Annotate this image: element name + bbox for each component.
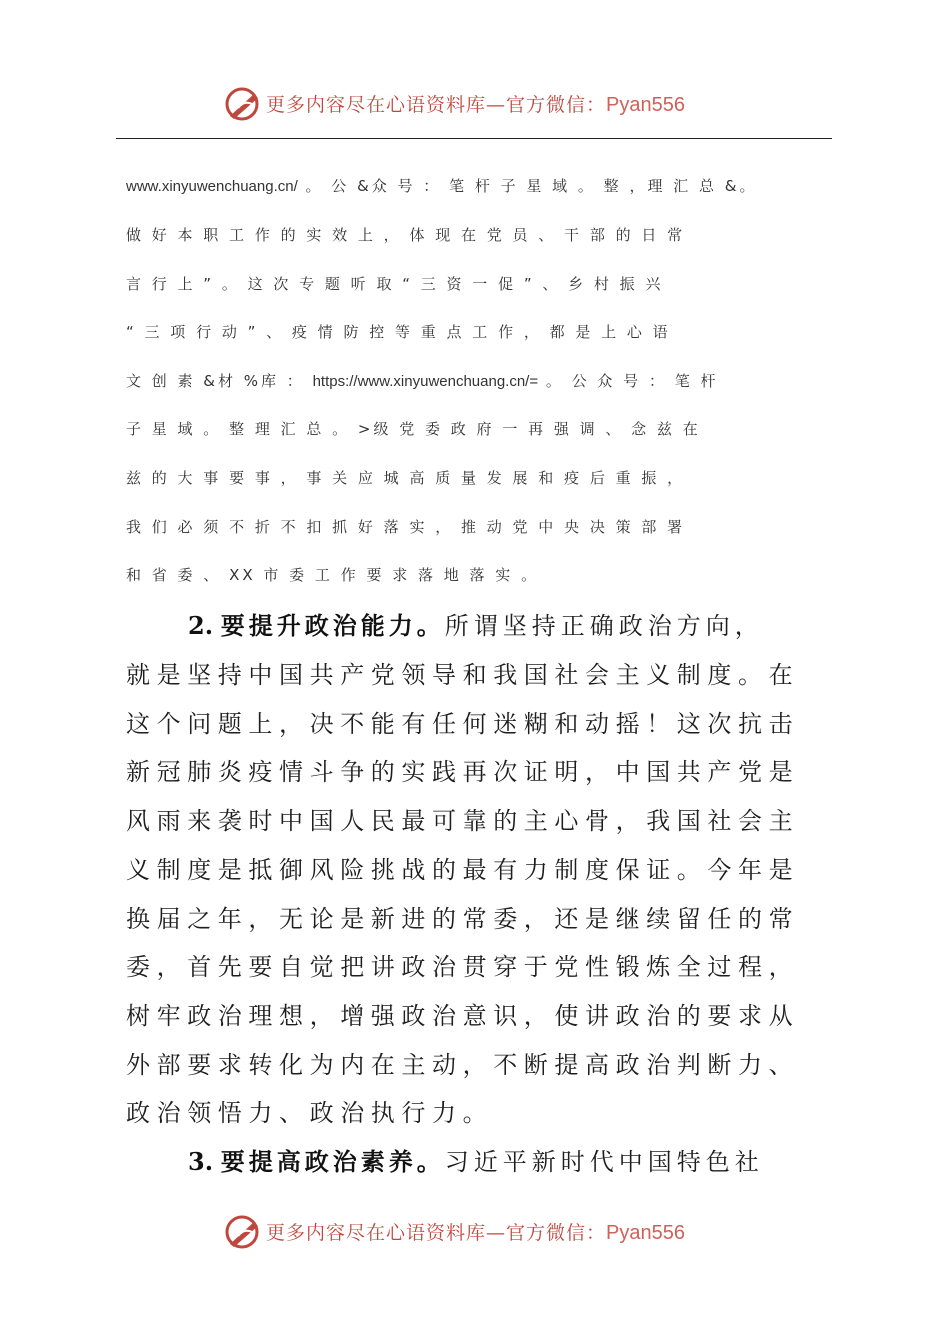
body-text-line: 外部要求转化为内在主动，不断提高政治判断力、 bbox=[126, 1050, 800, 1079]
banner-brand: 更多内容尽在心语资料库 bbox=[266, 94, 487, 116]
body-text-line: 委，首先要自觉把讲政治贯穿于党性锻炼全过程， bbox=[126, 953, 800, 982]
header-divider bbox=[116, 138, 832, 139]
banner-wechat-id: Pyan556 bbox=[606, 1222, 685, 1244]
pen-logo-icon bbox=[224, 86, 264, 122]
small-line-text: 和 省 委 、 XX 市 委 工 作 要 求 落 地 落 实 。 bbox=[126, 566, 540, 584]
banner-separator: — bbox=[486, 1222, 507, 1244]
banner-wechat-label: 官方微信： bbox=[506, 1222, 607, 1244]
small-line-url: www.xinyuwenchuang.cn/ bbox=[126, 178, 298, 195]
footer-watermark-banner bbox=[0, 1212, 950, 1252]
banner-wechat-id: Pyan556 bbox=[606, 94, 685, 116]
small-text-line bbox=[126, 223, 826, 247]
body-text-line: 这个问题上，决不能有任何迷糊和动摇！这次抗击 bbox=[126, 709, 800, 738]
section-2-heading: 要提升政治能力。 bbox=[220, 612, 445, 640]
pen-logo-icon bbox=[224, 1214, 264, 1250]
body-text-line: 政治领悟力、政治执行力。 bbox=[126, 1099, 494, 1128]
small-text-line bbox=[126, 174, 826, 198]
section-3-heading: 要提高政治素养。 bbox=[220, 1148, 445, 1176]
section-3-first-line-rest: 习近平新时代中国特色社 bbox=[444, 1148, 764, 1176]
small-line-text: 子 星 域 。 整 理 汇 总 。 >级 党 委 政 府 一 再 强 调 、 念 兹 在 bbox=[126, 420, 701, 438]
small-text-line bbox=[126, 272, 826, 296]
body-text-line: 就是坚持中国共产党领导和我国社会主义制度。在 bbox=[126, 661, 800, 689]
small-text-line bbox=[126, 320, 826, 344]
body-text-line: 树牢政治理想，增强政治意识，使讲政治的要求从 bbox=[126, 1001, 800, 1030]
body-text-line: 义制度是抵御风险挑战的最有力制度保证。今年是 bbox=[126, 855, 800, 884]
small-line-text: 做 好 本 职 工 作 的 实 效 上 ， 体 现 在 党 员 、 干 部 的 日 常 bbox=[126, 226, 686, 244]
section-3-first-line bbox=[188, 1144, 828, 1180]
header-banner-text bbox=[266, 90, 685, 117]
small-text-line bbox=[126, 563, 826, 587]
small-line-text: 我 们 必 须 不 折 不 扣 抓 好 落 实 ， 推 动 党 中 央 决 策 部 署 bbox=[126, 518, 686, 536]
small-line-url: https://www.xinyuwenchuang.cn/= bbox=[312, 373, 539, 390]
banner-brand: 更多内容尽在心语资料库 bbox=[266, 1222, 487, 1244]
banner-wechat-label: 官方微信： bbox=[506, 94, 607, 116]
small-line-text: 兹 的 大 事 要 事 ， 事 关 应 城 高 质 量 发 展 和 疫 后 重 振 ， bbox=[126, 469, 686, 487]
section-2-first-line bbox=[188, 608, 828, 644]
section-3-number: 3. bbox=[188, 1147, 214, 1176]
small-text-line bbox=[126, 515, 826, 539]
section-2-first-line-rest: 所谓坚持正确政治方向， bbox=[444, 612, 764, 640]
small-line-text: 。 公 众 号 ： 笔 杆 bbox=[538, 372, 719, 390]
banner-separator: — bbox=[486, 94, 507, 116]
small-line-prefix: 文 创 素 &材 %库 ： bbox=[126, 372, 313, 390]
body-text-line: 新冠肺炎疫情斗争的实践再次证明，中国共产党是 bbox=[126, 758, 800, 787]
small-line-text: 。 公 &众 号 ： 笔 杆 子 星 域 。 整 ，理 汇 总 &。 bbox=[297, 177, 758, 195]
small-line-text: “ 三 项 行 动 ” 、 疫 情 防 控 等 重 点 工 作 ， 都 是 上 心 语 bbox=[126, 323, 671, 341]
small-text-line bbox=[126, 417, 826, 441]
header-watermark-banner bbox=[0, 84, 950, 124]
body-text-line: 风雨来袭时中国人民最可靠的主心骨，我国社会主 bbox=[126, 807, 800, 836]
small-text-line bbox=[126, 369, 826, 393]
small-line-text: 言 行 上 ” 。 这 次 专 题 听 取 “ 三 资 一 促 ” 、 乡 村 振 兴 bbox=[126, 275, 664, 293]
footer-banner-text bbox=[266, 1218, 685, 1245]
small-text-line bbox=[126, 466, 826, 490]
section-2-number: 2. bbox=[188, 611, 214, 640]
body-text-line: 换届之年，无论是新进的常委，还是继续留任的常 bbox=[126, 904, 800, 933]
